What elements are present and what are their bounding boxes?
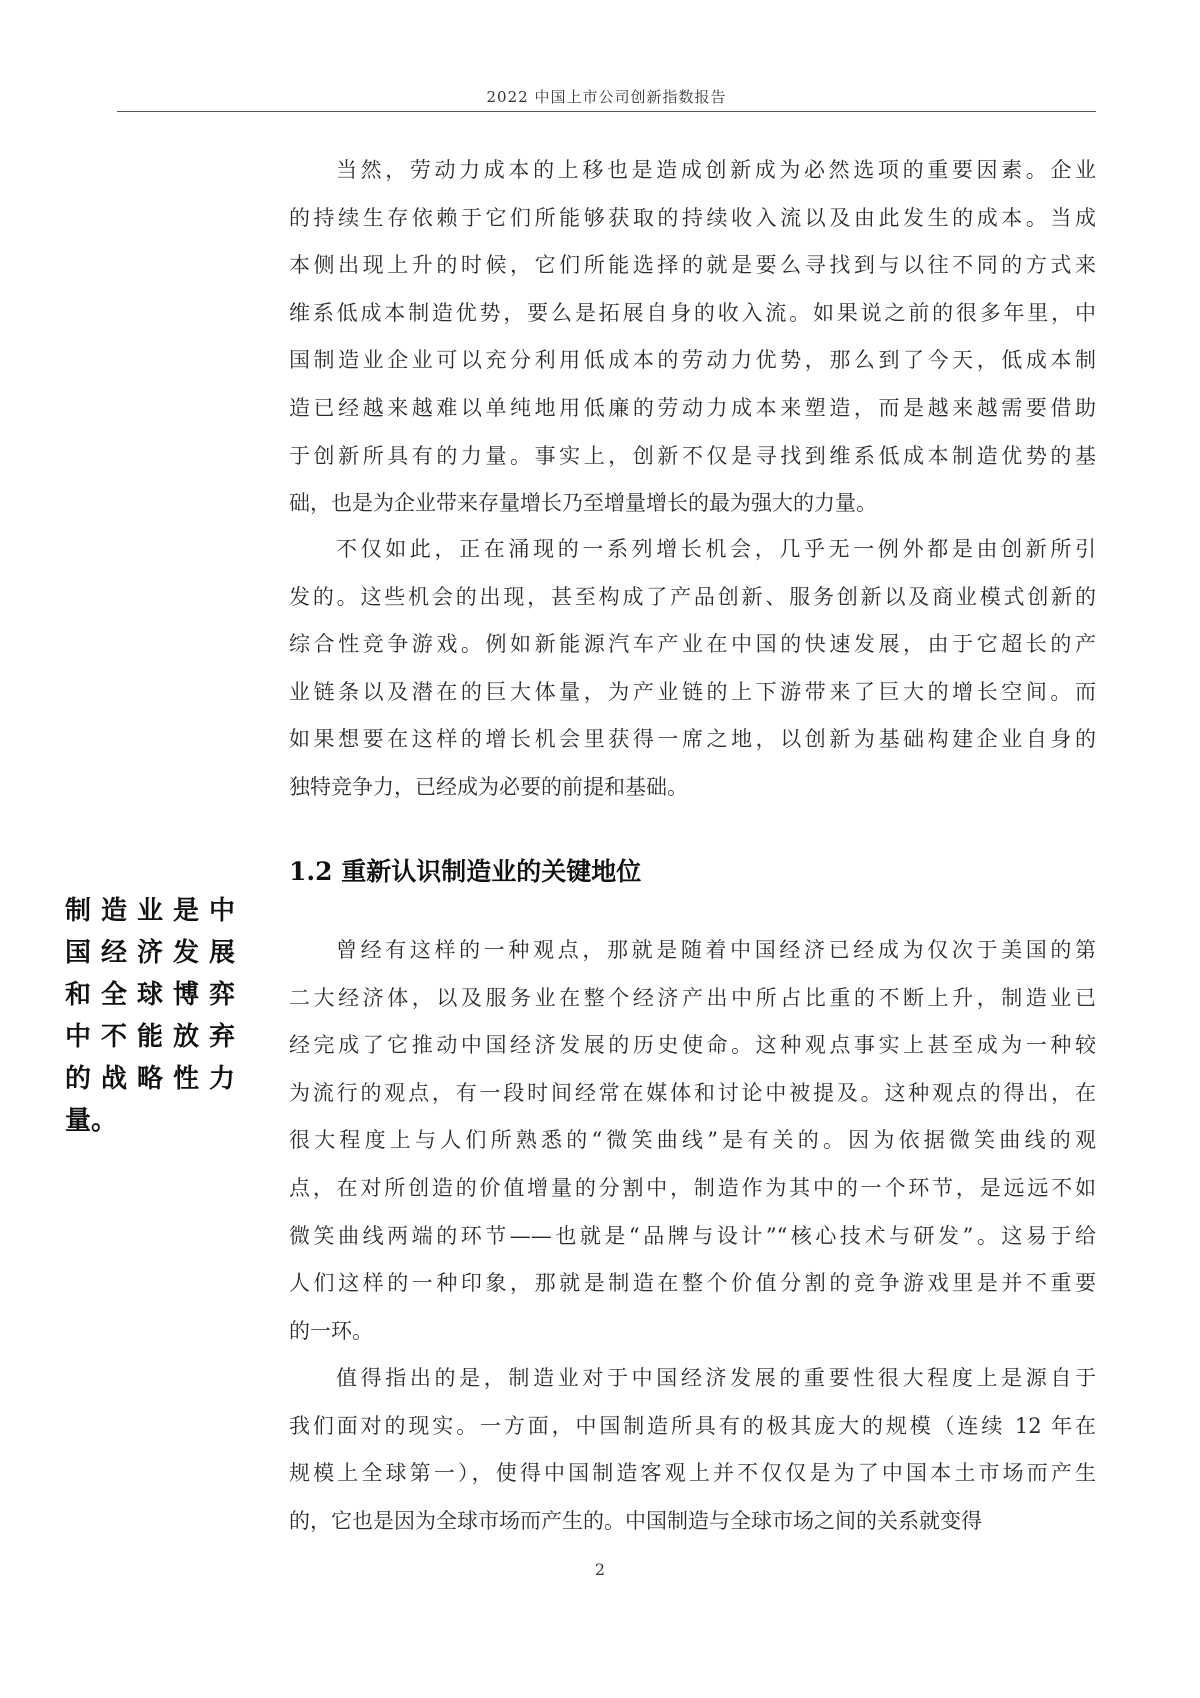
header-divider: [117, 111, 1096, 112]
text-line: 不仅如此，正在涌现的一系列增长机会，几乎无一例外都是由创新所引: [336, 537, 1096, 561]
text-line: 人们这样的一种印象，那就是制造在整个价值分割的竞争游戏里是并不重要: [289, 1271, 1096, 1296]
text-line: 为流行的观点，有一段时间经常在媒体和讨论中被提及。这种观点的得出，在: [289, 1080, 1096, 1105]
text-line: 的持续生存依赖于它们所能够获取的持续收入流以及由此发生的成本。当成: [289, 205, 1096, 230]
page-number: 2: [594, 1560, 606, 1579]
text-line: 经完成了它推动中国经济发展的历史使命。这种观点事实上甚至成为一种较: [289, 1033, 1096, 1058]
paragraph-1: [289, 147, 1096, 528]
text-line: 维系低成本制造优势，要么是拓展自身的收入流。如果说之前的很多年里，中: [289, 300, 1096, 325]
sidebar-pull-quote: [65, 890, 235, 1142]
pull-quote-line: 和全球博弈: [65, 980, 235, 1010]
paragraph-3: [289, 927, 1096, 1355]
pull-quote-line: 的战略性力: [65, 1064, 235, 1094]
paragraph-2: [289, 526, 1096, 812]
text-line: 规模上全球第一），使得中国制造客观上并不仅仅是为了中国本土市场而产生: [289, 1461, 1096, 1486]
text-line: 国制造业企业可以充分利用低成本的劳动力优势，那么到了今天，低成本制: [289, 348, 1096, 373]
text-line: 造已经越来越难以单纯地用低廉的劳动力成本来塑造，而是越来越需要借助: [289, 395, 1096, 420]
text-line: 础，也是为企业带来存量增长乃至增量增长的最为强大的力量。: [289, 491, 877, 516]
text-line: 的一环。: [289, 1318, 373, 1343]
pull-quote-line: 中不能放弃: [65, 1022, 235, 1052]
text-line: 曾经有这样的一种观点，那就是随着中国经济已经成为仅次于美国的第: [336, 938, 1096, 962]
running-header: 2022 中国上市公司创新指数报告: [486, 88, 727, 106]
text-line: 很大程度上与人们所熟悉的“微笑曲线”是有关的。因为依据微笑曲线的观: [289, 1128, 1096, 1153]
text-line: 业链条以及潜在的巨大体量，为产业链的上下游带来了巨大的增长空间。而: [289, 679, 1096, 704]
pull-quote-line: 国经济发展: [65, 938, 235, 968]
section-heading: 1.2 重新认识制造业的关键地位: [289, 857, 642, 886]
pull-quote-line: 量。: [65, 1106, 118, 1136]
text-line: 微笑曲线两端的环节——也就是“品牌与设计”“核心技术与研发”。这易于给: [289, 1223, 1096, 1248]
text-line: 于创新所具有的力量。事实上，创新不仅是寻找到维系低成本制造优势的基: [289, 443, 1096, 468]
text-line: 我们面对的现实。一方面，中国制造所具有的极其庞大的规模（连续 12 年在: [289, 1413, 1096, 1438]
text-line: 的，它也是因为全球市场而产生的。中国制造与全球市场之间的关系就变得: [289, 1508, 982, 1533]
text-line: 值得指出的是，制造业对于中国经济发展的重要性很大程度上是源自于: [336, 1366, 1096, 1390]
text-line: 独特竞争力，已经成为必要的前提和基础。: [289, 774, 688, 799]
text-line: 点，在对所创造的价值增量的分割中，制造作为其中的一个环节，是远远不如: [289, 1175, 1096, 1200]
text-line: 当然，劳动力成本的上移也是造成创新成为必然选项的重要因素。企业: [336, 158, 1096, 182]
text-line: 如果想要在这样的增长机会里获得一席之地，以创新为基础构建企业自身的: [289, 727, 1096, 752]
text-line: 本侧出现上升的时候，它们所能选择的就是要么寻找到与以往不同的方式来: [289, 253, 1096, 278]
text-line: 二大经济体，以及服务业在整个经济产出中所占比重的不断上升，制造业已: [289, 985, 1096, 1010]
text-line: 发的。这些机会的出现，甚至构成了产品创新、服务创新以及商业模式创新的: [289, 584, 1096, 609]
text-line: 综合性竞争游戏。例如新能源汽车产业在中国的快速发展，由于它超长的产: [289, 632, 1096, 657]
paragraph-4: [289, 1355, 1096, 1545]
pull-quote-line: 制造业是中: [65, 896, 235, 926]
